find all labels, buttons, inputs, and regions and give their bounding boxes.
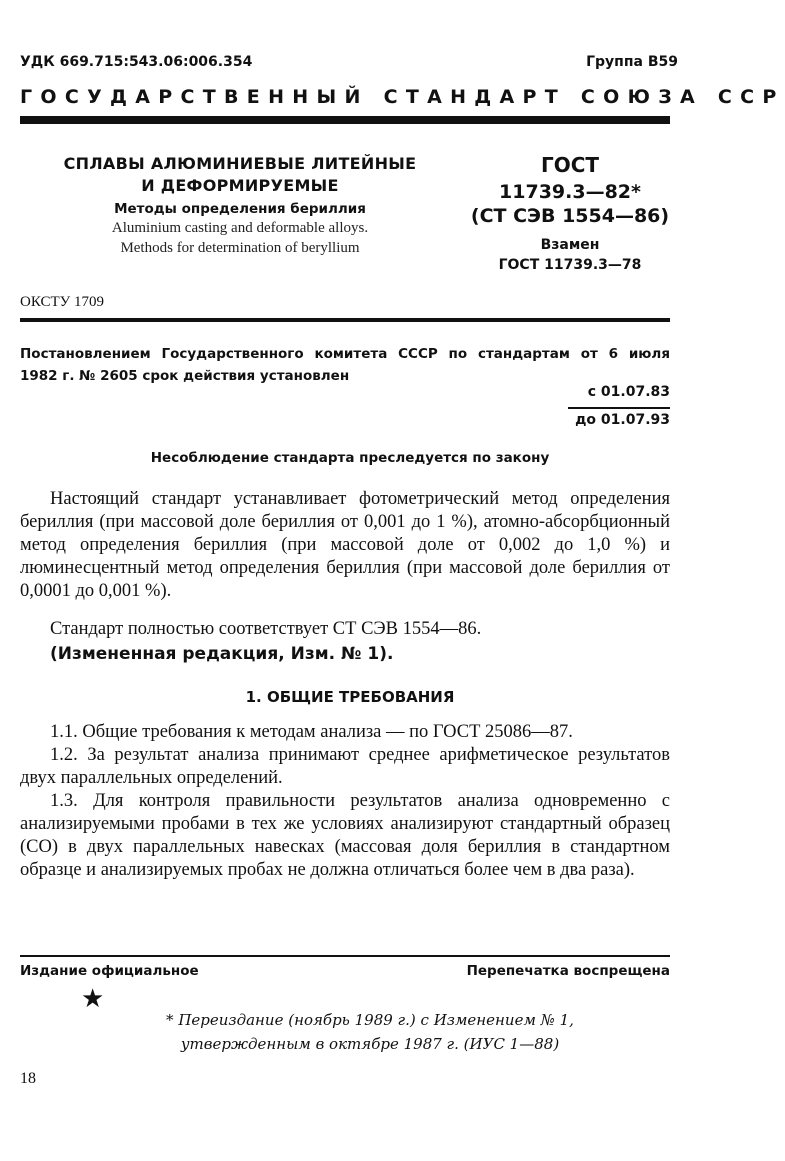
reprint-notice: Перепечатка воспрещена	[466, 963, 670, 979]
official-edition: Издание официальное	[20, 963, 199, 979]
title-block	[40, 153, 440, 257]
gost-number: 11739.3—82*	[499, 181, 641, 203]
subtitle-english-2: Methods for determination of beryllium	[120, 240, 360, 256]
decree-line-2: 1982 г. № 2605 срок действия установлен	[20, 368, 350, 384]
reprint-footnote	[140, 1008, 600, 1056]
gost-sev-number: (СТ СЭВ 1554—86)	[470, 205, 670, 227]
edition-note: (Измененная редакция, Изм. № 1).	[50, 644, 394, 664]
item-1-3: 1.3. Для контроля правильности результатов анализа одновременно с анализируемыми пробами в тех же условиях анализируют стандартный образец (СО) в двух параллельных навесках (массовая доля бериллия в стандартном образце и анализируемых пробах не должна отличаться более чем в два раза).	[20, 791, 670, 880]
item-1-2: 1.2. За результат анализа принимают среднее арифметическое результатов двух параллельных определений.	[20, 745, 670, 788]
footnote-line-2: утвержденным в октябре 1987 г. (ИУС 1—88)	[180, 1035, 560, 1053]
header-divider	[20, 116, 670, 124]
decree-line-1: Постановлением Государственного комитета СССР по стандартам от 6 июля	[20, 346, 670, 362]
replaces-label: Взамен	[540, 237, 600, 253]
udk-code: УДК 669.715:543.06:006.354	[20, 54, 253, 70]
subtitle-russian: Методы определения бериллия	[114, 201, 366, 217]
subtitle-english-1: Aluminium casting and deformable alloys.	[111, 220, 369, 236]
okstu-code: ОКСТУ 1709	[20, 294, 105, 310]
item-1-1: 1.1. Общие требования к методам анализа — по ГОСТ 25086—87.	[50, 722, 573, 742]
title-line-2: И ДЕФОРМИРУЕМЫЕ	[141, 176, 339, 195]
footnote-line-1: * Переиздание (ноябрь 1989 г.) с Изменением № 1,	[166, 1011, 574, 1029]
title-line-1: СПЛАВЫ АЛЮМИНИЕВЫЕ ЛИТЕЙНЫЕ	[63, 154, 417, 173]
section-heading: 1. ОБЩИЕ ТРЕБОВАНИЯ	[245, 688, 455, 706]
valid-from-date: с 01.07.83	[587, 384, 670, 400]
intro-paragraph: Настоящий стандарт устанавливает фотометрический метод определения бериллия (при массовой доле бериллия от 0,001 до 1 %), атомно-абсорбционный метод определения бериллия (при массовой доле от 0,002 до 1,0 %) и люминесцентный метод определения бериллия (при массовой доле бериллия от 0,0001 до 0,001 %).	[20, 489, 670, 601]
footer-divider	[20, 955, 670, 957]
title-divider	[20, 318, 670, 322]
page-number: 18	[20, 1070, 36, 1087]
validity-divider	[568, 407, 670, 409]
gost-block	[460, 153, 680, 273]
sev-compliance: Стандарт полностью соответствует СТ СЭВ 1554—86.	[50, 619, 482, 639]
valid-to-date: до 01.07.93	[575, 412, 670, 428]
group-code: Группа В59	[586, 54, 678, 70]
state-standard-heading: ГОСУДАРСТВЕННЫЙ СТАНДАРТ СОЮЗА ССР	[20, 86, 785, 108]
intro-text	[20, 488, 670, 603]
gost-label: ГОСТ	[540, 153, 600, 177]
section-items	[20, 721, 670, 882]
star-icon: ★	[81, 984, 105, 1014]
replaced-standard: ГОСТ 11739.3—78	[498, 257, 642, 273]
law-notice: Несоблюдение стандарта преследуется по закону	[150, 450, 550, 466]
